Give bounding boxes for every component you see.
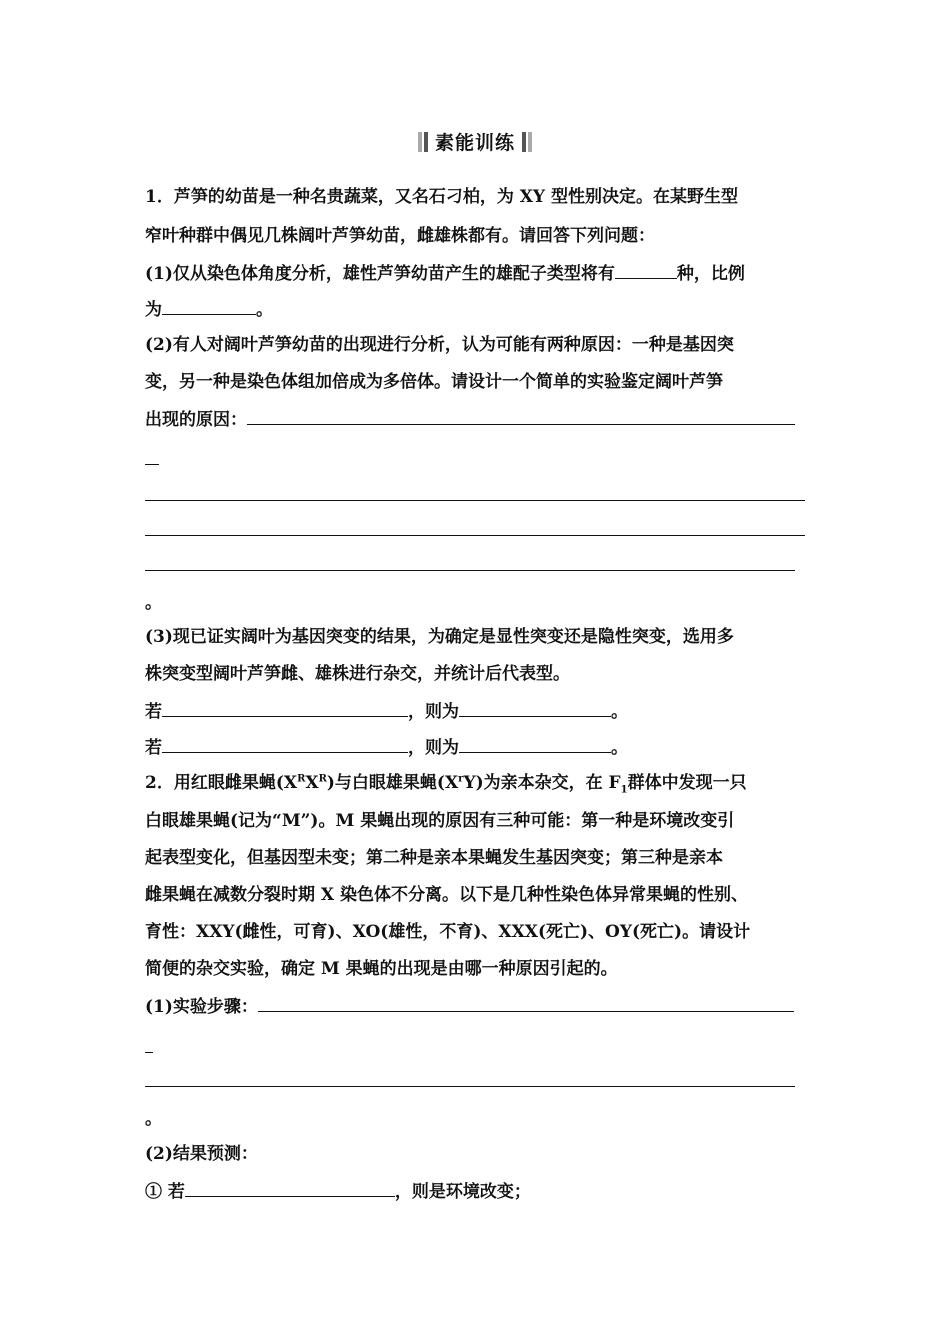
q1-line-2: 窄叶种群中偶见几株阔叶芦笋幼苗，雌雄株都有。请回答下列问题： [145,226,655,246]
q1-blank-reason-3[interactable] [145,500,805,501]
title-left-decoration [417,131,429,152]
q1-line-1: 1．芦笋的幼苗是一种名贵蔬菜，又名石刁柏，为 XY 型性别决定。在某野生型 [145,187,738,207]
q1-part1-line: (1)仅从染色体角度分析，雄性芦笋幼苗产生的雄配子类型将有 种，比例 [145,264,745,284]
q2-blank-steps-3[interactable] [145,1086,795,1087]
q2-line-1: 2．用红眼雌果蝇$(X^RX^R)$与白眼雄果蝇$(X^rY)$为亲本杂交，在 $F_1$群体中发现一只 [145,773,747,796]
q1-result-1: 若 ，则为 。 [145,702,628,722]
q2-line-3: 起表型变化，但基因型未变；第二种是亲本果蝇发生基因突变；第三种是亲本 [145,848,723,868]
q2-line-5: 育性：XXY(雌性，可育)、XO(雄性，不育)、XXX(死亡)、OY(死亡)。请设计 [145,922,751,942]
q2-part2-line: (2)结果预测： [145,1144,258,1164]
q2-part1-line: (1)实验步骤： [145,995,794,1018]
q1-part2-end: 。 [145,593,162,613]
q2-part1-end: 。 [145,1109,162,1129]
section-title [0,128,950,155]
q1-blank-reason-4[interactable] [145,535,805,536]
q2-line-6: 简便的杂交实验，确定 M 果蝇的出现是由哪一种原因引起的。 [145,959,618,979]
q1-blank-result-2a[interactable] [162,736,408,753]
q2-blank-steps-1[interactable] [258,995,794,1012]
q2-line-4: 雌果蝇在减数分裂时期 X 染色体不分离。以下是几种性染色体异常果蝇的性别、 [145,885,749,905]
q1-part2-line-1: (2)有人对阔叶芦笋幼苗的出现进行分析，认为可能有两种原因：一种是基因突 [145,335,734,355]
q2-prediction-1: ① 若 ，则是环境改变； [145,1182,531,1202]
q2-blank-steps-2[interactable] [145,1052,153,1053]
q1-blank-types[interactable] [615,262,677,279]
q1-part1-ratio-line: 为 。 [145,300,273,320]
q2-blank-prediction-1[interactable] [185,1180,395,1197]
q1-part3-line-1: (3)现已证实阔叶为基因突变的结果，为确定是显性突变还是隐性突变，选用多 [145,627,734,647]
q1-part2-line-3: 出现的原因： [145,408,795,431]
q1-blank-result-1a[interactable] [162,700,408,717]
q2-line-2: 白眼雄果蝇(记为“M”)。M 果蝇出现的原因有三种可能：第一种是环境改变引 [145,811,735,831]
q1-part3-line-2: 株突变型阔叶芦笋雌、雄株进行杂交，并统计后代表型。 [145,664,570,684]
q1-blank-reason-1[interactable] [247,408,795,425]
q1-blank-result-2b[interactable] [459,736,611,753]
title-right-decoration [521,131,533,152]
q1-blank-ratio[interactable] [162,298,256,315]
q1-blank-result-1b[interactable] [459,700,611,717]
q1-result-2: 若 ，则为 。 [145,738,628,758]
section-title-text: 素能训练 [434,132,515,154]
q1-blank-reason-5[interactable] [145,570,795,571]
q1-blank-reason-2[interactable] [145,464,159,465]
q1-part2-line-2: 变，另一种是染色体组加倍成为多倍体。请设计一个简单的实验鉴定阔叶芦笋 [145,372,723,392]
